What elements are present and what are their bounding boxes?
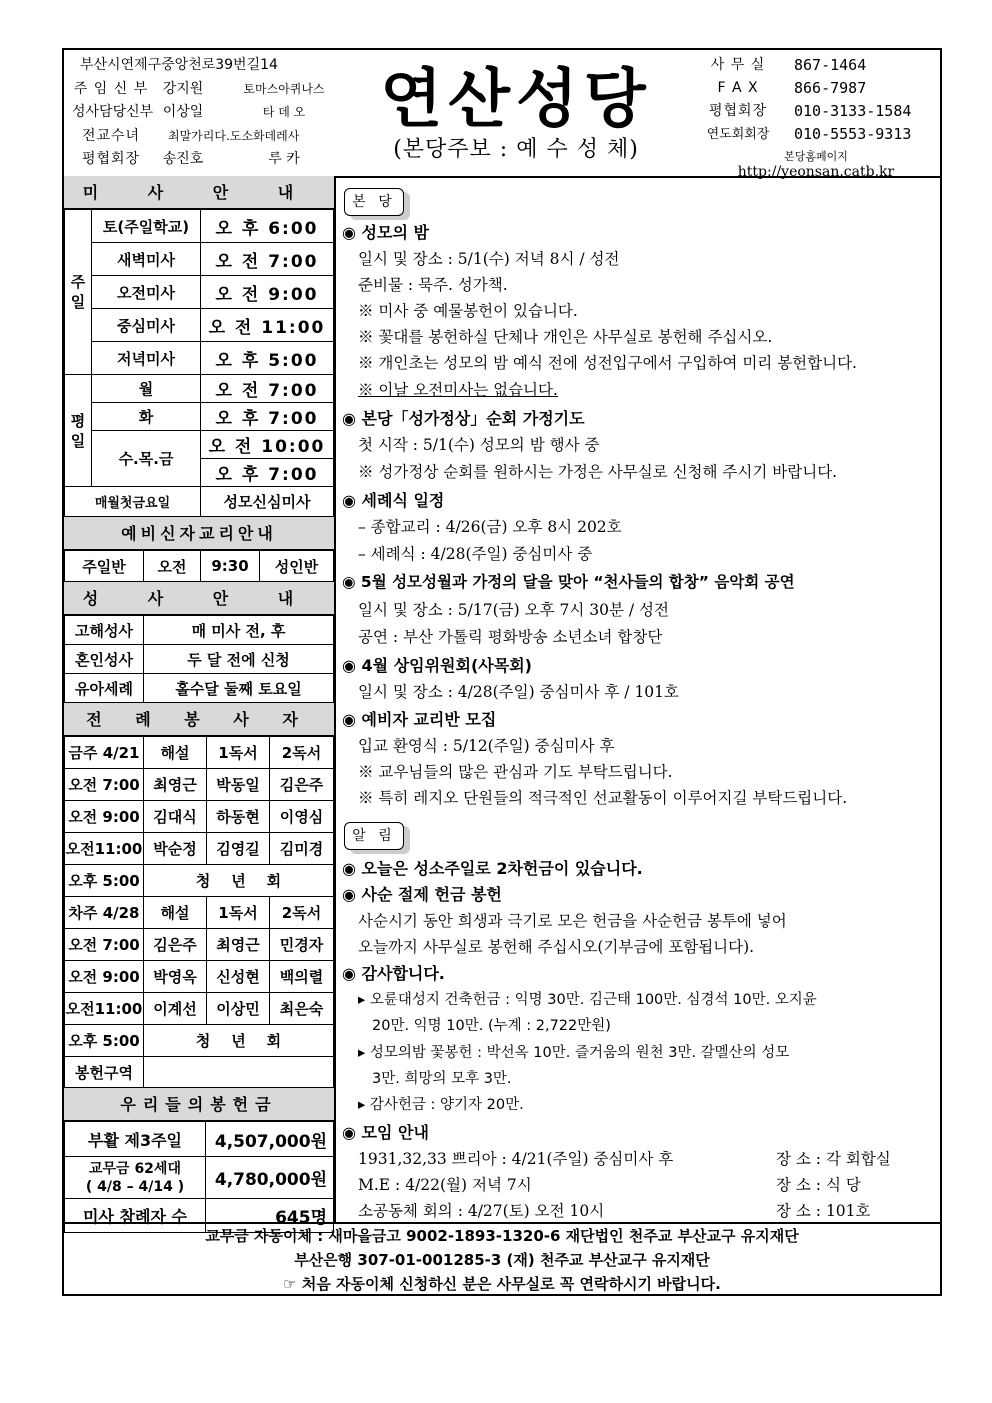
offering-section-title: 우리들의봉헌금 bbox=[64, 1088, 334, 1121]
notice-heading: ◉ 감사합니다. bbox=[342, 964, 445, 983]
homepage-label: 본당홈페이지 bbox=[784, 150, 848, 163]
catechumen-section-title: 예비신자교리안내 bbox=[64, 517, 334, 550]
mass-time: 오 후 5:00 bbox=[201, 342, 334, 375]
tag-parish: 본 당 bbox=[344, 188, 404, 216]
table-row: 오후 5:00 청 년 회 bbox=[65, 865, 334, 897]
parish-title: 연산성당 bbox=[380, 63, 652, 137]
contact-row: F A X 866-7987 bbox=[717, 79, 867, 97]
notice-heading: ◉ 성모의 밤 bbox=[342, 223, 429, 242]
contact-list bbox=[692, 54, 940, 180]
mass-name: 토(주일학교) bbox=[92, 210, 201, 243]
homepage-link[interactable]: http://yeonsan.catb.kr bbox=[737, 164, 895, 180]
left-column bbox=[64, 176, 334, 1233]
weekday-label: 평일 bbox=[65, 375, 92, 487]
mass-name: 새벽미사 bbox=[92, 243, 201, 276]
staff-row: 성사담당신부 이상일 타 데 오 bbox=[72, 104, 306, 120]
staff-row: 전교수녀 최말가리다.도소화데레사 bbox=[81, 127, 300, 144]
bulletin-subtitle: (본당주보 : 예 수 성 체) bbox=[393, 137, 639, 162]
liturgy-table bbox=[64, 736, 334, 1088]
header bbox=[64, 50, 940, 178]
table-row: 금주 4/21 해설 1독서 2독서 bbox=[65, 737, 334, 769]
offering-table: 부활 제3주일 4,507,000원 교무금 62세대 ( 4/8 – 4/14 ) 4,780,000원 미사 참례자 수 645명 bbox=[64, 1121, 334, 1233]
mass-time: 오 전 10:00 bbox=[201, 431, 334, 459]
table-row: 오전 7:00 최영근 박동일 김은주 bbox=[65, 769, 334, 801]
mass-name: 저녁미사 bbox=[92, 342, 201, 375]
table-row: 오전11:00 박순정 김영길 김미경 bbox=[65, 833, 334, 865]
staff-row: 주 임 신 부 강지원 토마스아퀴나스 bbox=[73, 80, 325, 97]
bulletin-frame: 부산시연제구중앙천로39번길14 주 임 신 부 강지원 토마스아퀴나스 성사담당신부 이상일 타 데 오 전교수녀 최말가리다.도소화데레사 평협회장 송진호 루 카 연산성당 (본당주보 : 예 수 성 체) 사 무 실 867-1464 F A X 866-7987 평협회장 010-3133-1584 연도회회장 010-5553-9313 본당홈페이지 http://yeonsan.catb.kr 미 사 안 내 주일 토(주일학교) 오 후 6:00 새벽미사 오 전 7:00 오전미사 오 전 9:00 중심미사 오 전 11:00 저녁미사 오 후 5:00 평일 월 오 전 7:00 화 오 후 7:00 수.목.금 오 전 10:00 오 후 7:00 매월첫금요일 성모신심미사 예비신자교리안내 주일반 오전 9:30 성인반 성 사 안 내 고해성사 매 미사 전, 후 혼인성사 두 달 전에 신청 유아세례 홀수달 둘째 토요일 전 례 봉 사 자 금주 4/21 해설 1독서 2독서 오전 7:00 최영근 박동일 김은주 오전 9:00 김대식 하동현 이영심 오전11:00 박순정 김영길 김미경 오후 5:00 청 년 회 차주 4/28 해설 1독서 2독서 오전 7:00 김은주 최영근 민경자 오전 9:00 박영옥 신성현 백의렬 오전11:00 이계선 이상민 최은숙 오후 5:00 청 년 회 봉헌구역 우리들의봉헌금 부활 제3주일 4,507,000원 교무금 62세대 ( 4/8 – 4/14 ) 4,780,000원 미사 참례자 수 645명 본 당 ◉ 성모의 밤 일시 및 장소 : 5/1(수) 저녁 8시 / 성전 준비물 : 묵주. 성가책. ※ 미사 중 예물봉헌이 있습니다. ※ 꽃대를 봉헌하실 단체나 개인은 사무실로 봉헌해 주십시오. ※ 개인초는 성모의 밤 예식 전에 성전입구에서 구입하여 미리 봉헌합니다. ※ 이날 오전미사는 없습니다. ◉ 본당「성가정상」순회 가정기도 첫 시작 : 5/1(수) 성모의 밤 행사 중 ※ 성가정상 순회를 원하시는 가정은 사무실로 신청해 주시기 바랍니다. ◉ 세례식 일정 – 종합교리 : 4/26(금) 오후 8시 202호 – 세례식 : 4/28(주일) 중심미사 중 ◉ 5월 성모성월과 가정의 달을 맞아 “천사들의 합창” 음악회 공연 일시 및 장소 : 5/17(금) 오후 7시 30분 / 성전 공연 : 부산 가톨릭 평화방송 소년소녀 합창단 ◉ 4월 상임위원회(사목회) 일시 및 장소 : 4/28(주일) 중심미사 후 / 101호 ◉ 예비자 교리반 모집 입교 환영식 : 5/12(주일) 중심미사 후 ※ 교우님들의 많은 관심과 기도 부탁드립니다. ※ 특히 레지오 단원들의 적극적인 선교활동이 이루어지길 부탁드립니다. 알 림 ◉ 오늘은 성소주일로 2차헌금이 있습니다. ◉ 사순 절제 헌금 봉헌 사순시기 동안 희생과 극기로 모은 헌금을 사순헌금 봉투에 넣어 오늘까지 사무실로 봉헌해 주십시오(기부금에 포함됩니다). ◉ 감사합니다. ▸ 오륜대성지 건축헌금 : 익명 30만. 김근태 100만. 심경석 10만. 오지윤 20만. 익명 10만. (누계 : 2,722만원) ▸ 성모의밤 꽃봉헌 : 박선옥 10만. 즐거움의 원천 3만. 갈멜산의 성모 3만. 희망의 모후 3만. ▸ 감사헌금 : 양기자 20만. ◉ 모임 안내 1931,32,33 쁘리아 : 4/21(주일) 중심미사 후 M.E : 4/22(월) 저녁 7시 소공동체 회의 : 4/27(토) 오전 10시 장 소 : 각 회합실 장 소 : 식 당 장 소 : 101호 교무금 자동이체 : 새마을금고 9002-1893-1320-6 재단법인 천주교 부산교구 유지재단 부산은행 307-01-001285-3 (재) 천주교 부산교구 유지재단 ☞ 처음 자동이체 신청하신 분은 사무실로 꼭 연락하시기 바랍니다. bbox=[62, 48, 942, 1296]
contact-row: 연도회회장 010-5553-9313 bbox=[706, 125, 912, 143]
notice-heading: ◉ 사순 절제 헌금 봉헌 bbox=[342, 885, 502, 904]
footer bbox=[64, 1222, 940, 1298]
table-row: 봉헌구역 bbox=[65, 1057, 334, 1088]
notice-heading: ◉ 모임 안내 bbox=[342, 1123, 429, 1142]
notice-heading: ◉ 오늘은 성소주일로 2차헌금이 있습니다. bbox=[342, 859, 643, 878]
catechumen-table: 주일반 오전 9:30 성인반 bbox=[64, 550, 334, 582]
mass-time: 오 후 7:00 bbox=[201, 459, 334, 487]
table-row: 차주 4/28 해설 1독서 2독서 bbox=[65, 897, 334, 929]
mass-section-title: 미 사 안 내 bbox=[64, 176, 334, 209]
notice-heading: ◉ 세례식 일정 bbox=[342, 491, 445, 510]
tag-notice: 알 림 bbox=[344, 822, 404, 850]
mass-name: 수.목.금 bbox=[92, 431, 201, 487]
staff-row: 평협회장 송진호 루 카 bbox=[81, 151, 300, 167]
mass-time: 오 후 6:00 bbox=[201, 210, 334, 243]
footer-note: ☞ 처음 자동이체 신청하신 분은 사무실로 꼭 연락하시기 바랍니다. bbox=[283, 1275, 721, 1293]
contact-row: 사 무 실 867-1464 bbox=[710, 56, 867, 74]
notice-heading: ◉ 5월 성모성월과 가정의 달을 맞아 “천사들의 합창” 음악회 공연 bbox=[342, 573, 795, 591]
sacrament-section-title: 성 사 안 내 bbox=[64, 582, 334, 615]
footer-account-1: 교무금 자동이체 : 새마을금고 9002-1893-1320-6 재단법인 천주교 부산교구 유지재단 bbox=[205, 1227, 799, 1245]
liturgy-section-title: 전 례 봉 사 자 bbox=[64, 703, 334, 736]
sunday-label: 주일 bbox=[65, 210, 92, 375]
table-row: 오전 7:00 김은주 최영근 민경자 bbox=[65, 929, 334, 961]
footer-account-2: 부산은행 307-01-001285-3 (재) 천주교 부산교구 유지재단 bbox=[294, 1251, 710, 1269]
sacrament-table: 고해성사 매 미사 전, 후 혼인성사 두 달 전에 신청 유아세례 홀수달 둘째 토요일 bbox=[64, 615, 334, 703]
mass-name: 중심미사 bbox=[92, 309, 201, 342]
mass-time: 오 후 7:00 bbox=[201, 403, 334, 431]
column-divider bbox=[334, 176, 336, 1222]
table-row: 오후 5:00 청 년 회 bbox=[65, 1025, 334, 1057]
mass-name: 월 bbox=[92, 375, 201, 403]
mass-schedule-table bbox=[64, 209, 334, 517]
mass-time: 오 전 7:00 bbox=[201, 375, 334, 403]
mass-name: 화 bbox=[92, 403, 201, 431]
notice-heading: ◉ 4월 상임위원회(사목회) bbox=[342, 656, 532, 675]
meeting-place: 장 소 : 101호 bbox=[776, 1202, 871, 1220]
staff-list bbox=[72, 54, 352, 172]
meeting-place: 장 소 : 각 회합실 bbox=[776, 1150, 891, 1168]
mass-time: 성모신심미사 bbox=[201, 487, 334, 517]
mass-name: 매월첫금요일 bbox=[65, 487, 201, 517]
mass-name: 오전미사 bbox=[92, 276, 201, 309]
table-row: 오전 9:00 김대식 하동현 이영심 bbox=[65, 801, 334, 833]
meeting-place: 장 소 : 식 당 bbox=[776, 1176, 861, 1194]
mass-time: 오 전 7:00 bbox=[201, 243, 334, 276]
notice-heading: ◉ 예비자 교리반 모집 bbox=[342, 710, 497, 729]
mass-time: 오 전 9:00 bbox=[201, 276, 334, 309]
notice-heading: ◉ 본당「성가정상」순회 가정기도 bbox=[342, 409, 585, 428]
address: 부산시연제구중앙천로39번길14 bbox=[80, 57, 278, 73]
table-row: 오전 9:00 박영옥 신성현 백의렬 bbox=[65, 961, 334, 993]
contact-row: 평협회장 010-3133-1584 bbox=[708, 102, 912, 120]
mass-time: 오 전 11:00 bbox=[201, 309, 334, 342]
table-row: 오전11:00 이계선 이상민 최은숙 bbox=[65, 993, 334, 1025]
